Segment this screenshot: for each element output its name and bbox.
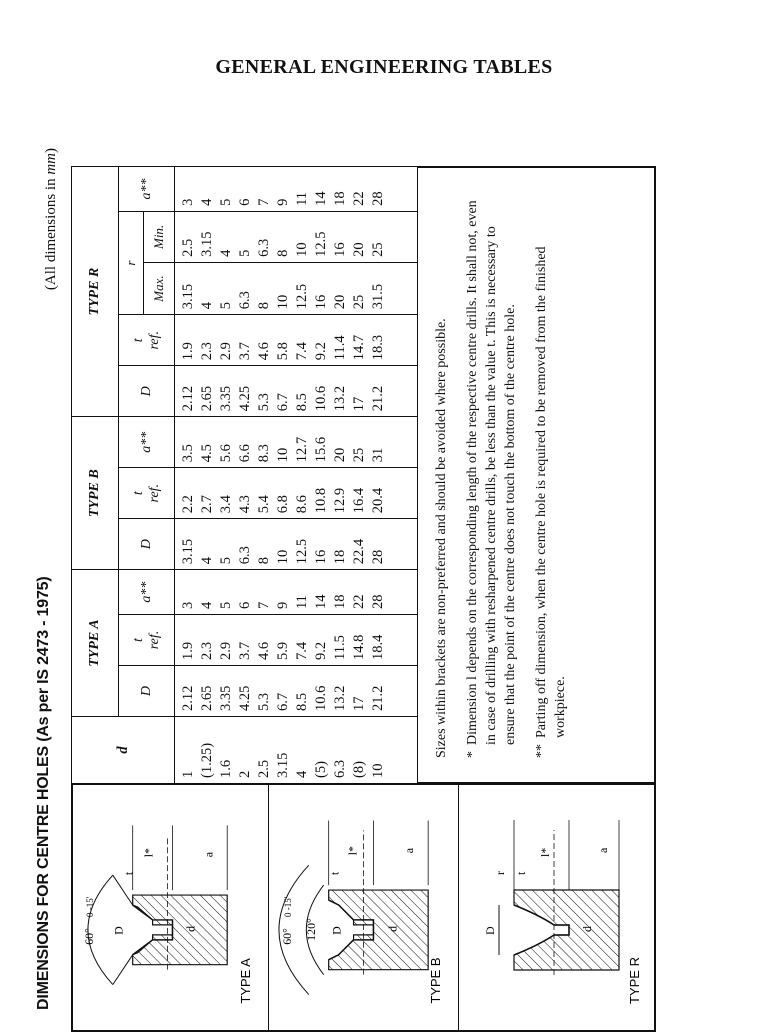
table-cell: 12.5 (313, 231, 329, 257)
table-cell: 31 (370, 447, 386, 463)
table-cell: 3.15 (180, 283, 196, 310)
type-r-D-label: D (483, 926, 497, 935)
table-cell: 20 (332, 294, 348, 310)
table-cell: 6 (237, 601, 253, 610)
table-cell: 6.7 (275, 692, 291, 711)
table-cell: 5.9 (275, 641, 291, 661)
table-cell: 4 (199, 302, 215, 310)
table-cell: 5 (218, 198, 234, 206)
table-cell: 4 (218, 249, 234, 257)
table-cell: 11.4 (332, 335, 348, 361)
figure-type-a (73, 784, 269, 1030)
table-cell: 17 (351, 396, 367, 412)
table-cell: 2.65 (199, 385, 215, 412)
table-cell: 28 (370, 549, 386, 565)
table-cell: 3 (180, 198, 196, 206)
table-cell: 18.3 (370, 334, 386, 361)
table-cell: 8 (256, 302, 272, 310)
table-cell: 12.9 (332, 487, 348, 514)
type-b-t-label: t (327, 871, 342, 876)
table-cell: 2.65 (199, 685, 215, 711)
type-b-angle: 60° (279, 928, 294, 945)
note-double-star (532, 192, 570, 758)
table-cell: 13.2 (332, 385, 348, 412)
header-r-r: r (119, 211, 144, 314)
table-cell: 5 (218, 556, 234, 565)
table-cell: 3.15 (199, 231, 215, 257)
table-cell: 8.6 (294, 495, 310, 514)
table-cell: 7.4 (294, 641, 310, 661)
table-cell: 4 (199, 198, 215, 206)
table-cell: 3.7 (237, 342, 253, 361)
table-cell: 2.12 (180, 685, 196, 711)
note-brackets: Sizes within brackets are non-preferred and should be avoided where possible. (434, 318, 449, 758)
table-cell: 1 (180, 770, 196, 778)
table-cell: 18 (332, 191, 348, 206)
table-cell: 2.9 (218, 342, 234, 361)
table-cell: 10.6 (313, 385, 329, 412)
section-title: DIMENSIONS FOR CENTRE HOLES (As per IS 2473 - 1975) (35, 576, 52, 1010)
table-cell: 10 (294, 242, 310, 257)
header-type-a: TYPE A (72, 570, 119, 717)
table-cell: 11 (294, 191, 310, 206)
header-a-a: a** (119, 570, 175, 615)
table-cell: 10 (275, 447, 291, 463)
type-a-label: TYPE A (238, 958, 254, 1004)
figures-panel (71, 784, 656, 1032)
header-r-D: D (119, 366, 175, 417)
type-a-angle: 60° (81, 928, 96, 945)
table-cell: 12.5 (294, 283, 310, 310)
type-a-d-label: d (183, 925, 198, 932)
col-r-D (175, 366, 418, 417)
table-cell: 25 (351, 447, 367, 463)
table-cell: 2.3 (199, 342, 215, 361)
header-r-a: a** (119, 167, 175, 212)
type-r-d-label: d (580, 926, 594, 932)
table-cell: 25 (370, 242, 386, 257)
table-cell: 14 (313, 191, 329, 206)
table-cell: 7 (256, 601, 272, 610)
table-cell: 20.4 (370, 487, 386, 514)
table-cell: 28 (370, 191, 386, 206)
table-cell: 22 (351, 594, 367, 610)
col-r-a (175, 167, 418, 212)
type-b-a-label: a (402, 847, 417, 854)
type-r-label: TYPE R (627, 957, 642, 1004)
table-cell: 28 (370, 594, 386, 610)
type-a-drawing (73, 784, 268, 1030)
table-cell: 7 (256, 198, 272, 206)
table-cell: (8) (351, 761, 367, 778)
header-type-b: TYPE B (72, 417, 119, 570)
table-cell: 2.12 (180, 385, 196, 412)
col-r-max (175, 262, 418, 314)
notes-panel (418, 166, 656, 784)
table-cell: 10 (370, 763, 386, 778)
type-b-tolerance: 0 -15' (282, 896, 293, 917)
table-cell: 8 (256, 556, 272, 565)
table-cell: 3.15 (275, 752, 291, 778)
table-cell: 4 (199, 556, 215, 565)
table-cell: 4.25 (237, 685, 253, 711)
table-cell: 5.6 (218, 444, 234, 463)
note-star (463, 192, 520, 758)
units-note: (All dimensions in mm) (43, 148, 59, 291)
table-cell: 11.5 (332, 635, 348, 661)
table-cell: 7.4 (294, 342, 310, 361)
table-cell: 6.8 (275, 495, 291, 514)
table-cell: 2.9 (218, 641, 234, 661)
table-cell: 9 (275, 198, 291, 206)
table-cell: 6.3 (256, 238, 272, 257)
col-b-t (175, 468, 418, 519)
table-cell: 8.5 (294, 692, 310, 711)
type-r-a-label: a (596, 847, 610, 853)
header-b-D: D (119, 519, 175, 570)
table-cell: 4.5 (199, 444, 215, 463)
type-r-l-label: l* (538, 847, 552, 857)
col-a-t (175, 615, 418, 666)
table-cell: 5.3 (256, 692, 272, 711)
table-cell: 16.4 (351, 487, 367, 514)
table-cell: 21.2 (370, 685, 386, 711)
table-cell: (1.25) (199, 742, 215, 778)
col-b-a (175, 417, 418, 468)
table-cell: 1.9 (180, 641, 196, 661)
type-b-D-label: D (329, 926, 344, 935)
table-cell: 4.3 (237, 495, 253, 514)
table-cell: 9.2 (313, 641, 329, 661)
table-cell: 4.6 (256, 641, 272, 661)
figure-type-r (459, 784, 656, 1030)
table-cell: 20 (351, 242, 367, 257)
header-r-t: t ref. (119, 315, 175, 366)
type-r-r-label: r (493, 871, 507, 875)
table-cell: 4.25 (237, 385, 253, 412)
table-cell: 18.4 (370, 634, 386, 661)
table-cell: 22 (351, 191, 367, 206)
table-cell: 12.5 (294, 538, 310, 565)
table-cell: 14 (313, 594, 329, 610)
table-cell: 5.8 (275, 342, 291, 361)
table-cell: 16 (313, 294, 329, 310)
rotated-content (25, 92, 665, 1032)
type-b-angle-120: 120° (303, 918, 318, 941)
table-cell: 25 (351, 294, 367, 310)
col-a-D (175, 666, 418, 717)
table-cell: 5 (218, 302, 234, 310)
table-cell: 3.4 (218, 495, 234, 514)
type-a-a-label: a (201, 851, 216, 858)
header-r-max: Max. (144, 262, 175, 314)
table-cell: 3.5 (180, 444, 196, 463)
header-type-r: TYPE R (72, 167, 119, 417)
table-cell: 10.6 (313, 685, 329, 711)
table-cell: 2.3 (199, 641, 215, 661)
type-r-t-label: t (514, 871, 528, 875)
header-b-t: t ref. (119, 468, 175, 519)
table-cell: 5.4 (256, 495, 272, 514)
header-a-t: t ref. (119, 615, 175, 666)
table-cell: 15.6 (313, 436, 329, 463)
table-cell: 1.9 (180, 342, 196, 361)
table-cell: 11 (294, 595, 310, 610)
table-cell: 5.3 (256, 393, 272, 412)
type-b-d-label: d (385, 925, 400, 932)
type-b-l-label: l* (345, 845, 360, 856)
note-double-star-text: Parting off dimension, when the centre hole is required to be removed from the finished workpiece. (534, 246, 568, 738)
table-cell: 2.7 (199, 495, 215, 514)
header-d: d (72, 717, 175, 784)
table-cell: 3.15 (180, 538, 196, 565)
table-cell: 9.2 (313, 342, 329, 361)
table-cell: 18 (332, 549, 348, 565)
note-double-star-mark: ** (534, 744, 549, 758)
table-cell: 16 (313, 549, 329, 565)
table-cell: 9 (275, 601, 291, 610)
type-r-drawing (459, 784, 656, 1030)
table-cell: 31.5 (370, 283, 386, 310)
table-cell: 6.3 (332, 759, 348, 778)
table-cell: 3.35 (218, 685, 234, 711)
table-cell: 4.6 (256, 342, 272, 361)
table-cell: 3.7 (237, 641, 253, 661)
table-cell: 10 (275, 294, 291, 310)
note-star-mark: * (465, 751, 480, 758)
page-title: GENERAL ENGINEERING TABLES (215, 56, 553, 78)
table-cell: 22.4 (351, 538, 367, 565)
header-r-min: Min. (144, 211, 175, 262)
table-cell: 3 (180, 601, 196, 610)
table-cell: 8.5 (294, 393, 310, 412)
centre-holes-table (71, 166, 418, 784)
table-cell: 10 (275, 549, 291, 565)
table-cell: 16 (332, 242, 348, 257)
table-cell: 2 (237, 770, 253, 778)
table-cell: 6.3 (237, 291, 253, 310)
table-cell: 17 (351, 696, 367, 711)
table-cell: 4 (294, 770, 310, 778)
type-b-label: TYPE B (428, 957, 444, 1004)
table-cell: 6.7 (275, 393, 291, 412)
header-b-a: a** (119, 417, 175, 468)
table-cell: 18 (332, 594, 348, 610)
table-cell: 3.35 (218, 385, 234, 412)
type-a-t-label: t (121, 871, 136, 876)
table-cell: 13.2 (332, 685, 348, 711)
table-cell: 8.3 (256, 444, 272, 463)
table-cell: 14.8 (351, 634, 367, 661)
table-cell: 2.2 (180, 495, 196, 514)
type-b-drawing (269, 784, 458, 1030)
note-star-text: Dimension l depends on the corresponding length of the respective centre drills. It shall not, even in case of drilling with resharpened centre drills, be less than the value t. This is necessary to ensure that the point of the centre does not touch the bottom of the centre hole. (465, 200, 518, 745)
col-b-D (175, 519, 418, 570)
header-a-D: D (119, 666, 175, 717)
col-r-t (175, 315, 418, 366)
table-cell: 8 (275, 249, 291, 257)
type-a-D-label: D (111, 926, 126, 935)
table-cell: (5) (313, 761, 329, 778)
type-a-l-label: l* (141, 847, 156, 858)
table-cell: 6.3 (237, 546, 253, 565)
table-cell: 14.7 (351, 334, 367, 361)
col-d (175, 717, 418, 784)
table-cell: 2.5 (256, 759, 272, 778)
table-cell: 6.6 (237, 444, 253, 463)
table-cell: 5 (218, 601, 234, 610)
table-cell: 5 (237, 249, 253, 257)
table-cell: 21.2 (370, 385, 386, 412)
type-a-tolerance: 0 -15' (84, 896, 95, 917)
col-a-a (175, 570, 418, 615)
table-cell: 6 (237, 198, 253, 206)
table-cell: 12.7 (294, 436, 310, 463)
table-cell: 2.5 (180, 238, 196, 257)
table-cell: 20 (332, 447, 348, 463)
table-cell: 1.6 (218, 759, 234, 778)
table-cell: 10.8 (313, 487, 329, 514)
table-cell: 4 (199, 601, 215, 610)
col-r-min (175, 211, 418, 262)
figure-type-b (269, 784, 459, 1030)
